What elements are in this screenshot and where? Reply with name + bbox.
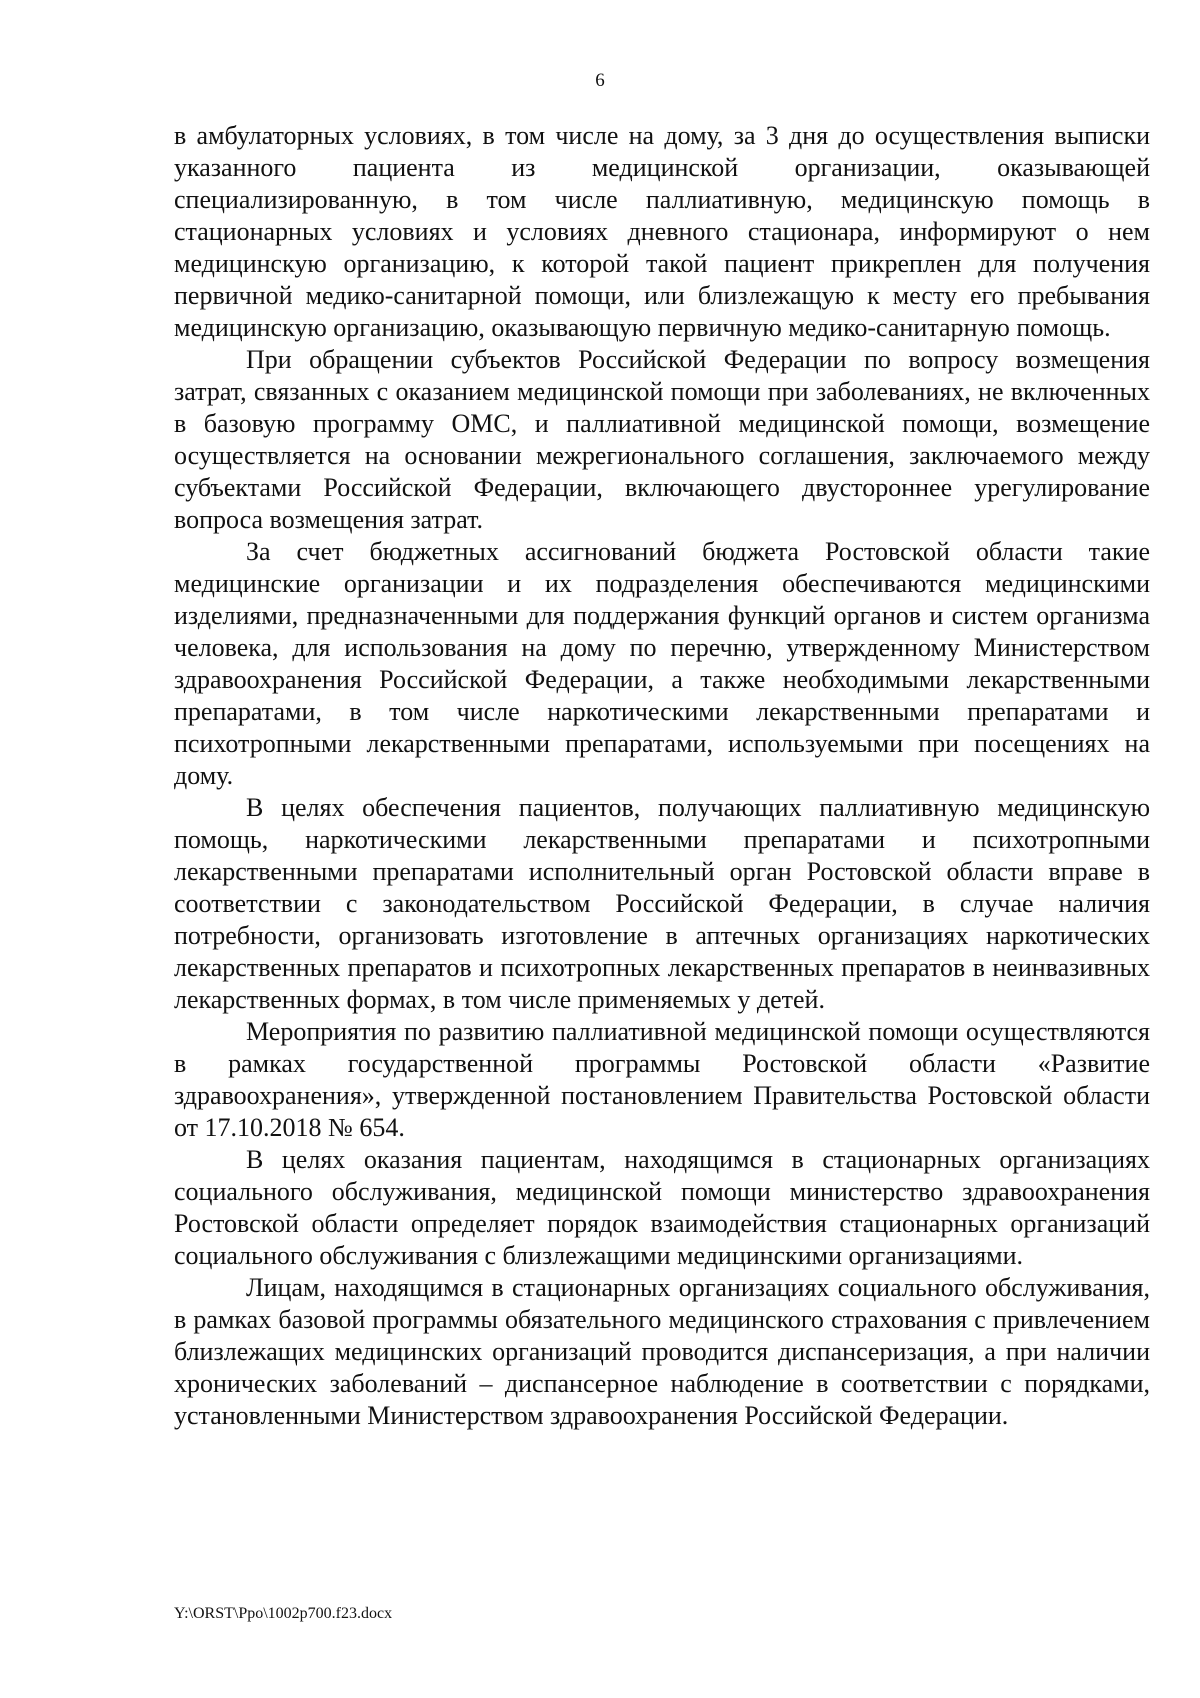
document-body: [174, 120, 1150, 1432]
paragraph-dispensary: Лицам, находящимся в стационарных организациях социального обслуживания, в рамках базовой программы обязательного медицинского страхования с привлечением близлежащих медицинских организаций проводится диспансеризация, а при наличии хронических заболеваний – диспансерное наблюдение в соответствии с порядками, установленными Министерством здравоохранения Российской Федерации.: [174, 1273, 1150, 1430]
paragraph-state-program: Мероприятия по развитию паллиативной медицинской помощи осуществляются в рамках государственной программы Ростовской области «Развитие здравоохранения», утвержденной постановлением Правительства Ростовской области от 17.10.2018 № 654.: [174, 1017, 1150, 1142]
footer-file-path: Y:\ORST\Ppo\1002p700.f23.docx: [174, 1605, 393, 1622]
paragraph-continuation: в амбулаторных условиях, в том числе на дому, за 3 дня до осуществления выписки указанного пациента из медицинской организации, оказывающей специализированную, в том числе паллиативную, медицинскую помощь в стационарных условиях и условиях дневного стационара, информируют о нем медицинскую организацию, к которой такой пациент прикреплен для получения первичной медико-санитарной помощи, или близлежащую к месту его пребывания медицинскую организацию, оказывающую первичную медико-санитарную помощь.: [174, 121, 1150, 342]
page-number: 6: [595, 70, 605, 91]
paragraph-social-organizations: В целях оказания пациентам, находящимся в стационарных организациях социального обслуживания, медицинской помощи министерство здравоохранения Ростовской области определяет порядок взаимодействия стационарных организаций социального обслуживания с близлежащими медицинскими организациями.: [174, 1145, 1150, 1270]
paragraph-medical-devices: За счет бюджетных ассигнований бюджета Ростовской области такие медицинские организации и их подразделения обеспечиваются медицинскими изделиями, предназначенными для поддержания функций органов и систем организма человека, для использования на дому по перечню, утвержденному Министерством здравоохранения Российской Федерации, а также необходимыми лекарственными препаратами, в том числе наркотическими лекарственными препаратами и психотропными лекарственными препаратами, используемыми при посещениях на дому.: [174, 537, 1150, 790]
paragraph-narcotic-drugs: В целях обеспечения пациентов, получающих паллиативную медицинскую помощь, наркотическими лекарственными препаратами и психотропными лекарственными препаратами исполнительный орган Ростовской области вправе в соответствии с законодательством Российской Федерации, в случае наличия потребности, организовать изготовление в аптечных организациях наркотических лекарственных препаратов и психотропных лекарственных препаратов в неинвазивных лекарственных формах, в том числе применяемых у детей.: [174, 793, 1150, 1014]
paragraph-reimbursement: При обращении субъектов Российской Федерации по вопросу возмещения затрат, связанных с оказанием медицинской помощи при заболеваниях, не включенных в базовую программу ОМС, и паллиативной медицинской помощи, возмещение осуществляется на основании межрегионального соглашения, заключаемого между субъектами Российской Федерации, включающего двустороннее урегулирование вопроса возмещения затрат.: [174, 345, 1150, 534]
